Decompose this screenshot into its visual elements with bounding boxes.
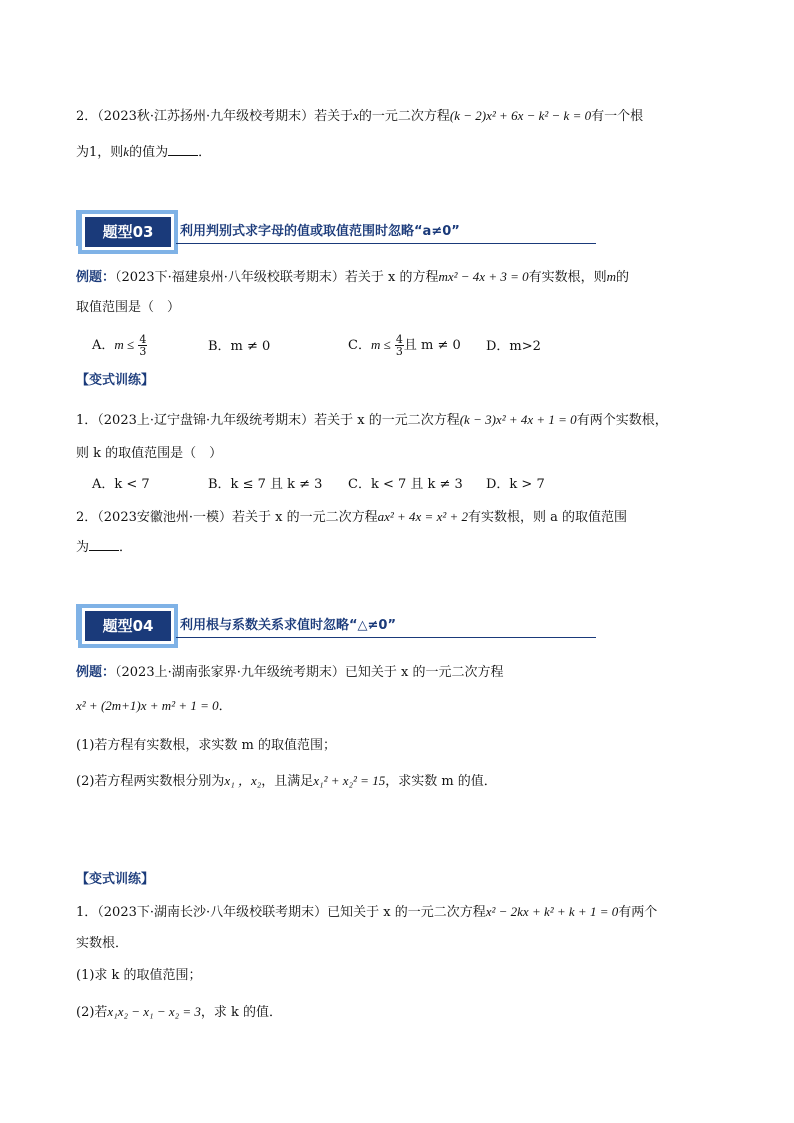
equation: (k − 2)x² + 6x − k² − k = 0 [449, 108, 592, 123]
variant-03-q2-line-1 [76, 508, 627, 527]
option-text: m ≤ [114, 337, 135, 352]
question-text: (2)若 [76, 1005, 108, 1020]
option-label: A． [92, 338, 115, 353]
fraction [395, 334, 404, 357]
variant-heading: 【变式训练】 [76, 373, 155, 388]
equation: x² − 2kx + k² + k + 1 = 0 [485, 904, 619, 919]
example-04-equation-line [76, 697, 232, 716]
fraction-numerator: 4 [395, 333, 403, 346]
option-b[interactable]: B．m ≠ 0 [208, 339, 271, 354]
question-text: 为 [76, 540, 90, 555]
question-2-line-1 [76, 107, 643, 126]
example-text: 的 [616, 270, 630, 285]
equation: ax² + 4x = x² + 2 [377, 509, 469, 524]
option-a[interactable] [92, 334, 147, 357]
question-text: 有两个 [618, 905, 658, 920]
example-text: （2023下·福建泉州·八年级校联考期末）若关于 x 的方程 [115, 270, 439, 285]
variant-03-q2-line-2 [76, 538, 132, 557]
variant-04-q1-line-2: 实数根． [76, 936, 129, 951]
question-text: 的一元二次方程 [358, 109, 450, 124]
section-header-03 [76, 210, 596, 250]
variable-m: m [606, 269, 617, 284]
example-text: ． [218, 699, 232, 714]
example-label: 例题： [76, 665, 116, 680]
fraction-denominator: 3 [139, 345, 147, 358]
question-text: 有一个根 [591, 109, 644, 124]
variable-x: x [353, 108, 359, 123]
section-header-04 [76, 604, 596, 644]
question-2-line-2 [76, 143, 211, 162]
equation: x² + (2m+1)x + m² + 1 = 0 [76, 698, 219, 713]
example-text: 有实数根，则 [528, 270, 607, 285]
question-text: 1．（2023上·辽宁盘锦·九年级统考期末）若关于 x 的一元二次方程 [76, 413, 460, 428]
fraction-denominator: 3 [395, 345, 403, 358]
option-text: 且 m ≠ 0 [403, 338, 461, 353]
section-badge: 题型03 [82, 214, 174, 250]
variant-04-q1-line-1 [76, 903, 657, 922]
option-text: m ≤ [370, 337, 391, 352]
option-c[interactable]: C．k < 7 且 k ≠ 3 [348, 477, 463, 492]
example-03-line-1 [76, 268, 629, 287]
section-title: 利用判别式求字母的值或取值范围时忽略“a≠0” [180, 224, 460, 239]
option-label: C． [348, 338, 371, 353]
variant-03-q1-line-1 [76, 411, 668, 430]
roots: x₁ ，x₂ [224, 773, 262, 788]
example-text: ，求实数 m 的值． [385, 774, 497, 789]
option-d[interactable]: D．k > 7 [486, 477, 545, 492]
example-03-line-2: 取值范围是（ ） [76, 300, 181, 315]
answer-blank[interactable] [168, 143, 198, 156]
option-b[interactable]: B．k ≤ 7 且 k ≠ 3 [208, 477, 323, 492]
variant-04-part-1: (1)求 k 的取值范围； [76, 968, 202, 983]
question-text: ． [119, 540, 133, 555]
question-text: 1．（2023下·湖南长沙·八年级校联考期末）已知关于 x 的一元二次方程 [76, 905, 486, 920]
example-text: （2023上·湖南张家界·九年级统考期末）已知关于 x 的一元二次方程 [115, 665, 504, 680]
example-text: ，且满足 [261, 774, 314, 789]
fraction-numerator: 4 [139, 333, 147, 346]
option-a[interactable]: A．k < 7 [92, 477, 150, 492]
fraction [138, 334, 147, 357]
header-underline [176, 243, 596, 244]
example-04-part-2 [76, 772, 497, 791]
section-title: 利用根与系数关系求值时忽略“△≠0” [180, 618, 397, 633]
variant-03-q1-line-2: 则 k 的取值范围是（ ） [76, 446, 223, 461]
variable-k: k [123, 144, 130, 159]
header-underline [176, 637, 596, 638]
question-text: 为1，则 [76, 145, 124, 160]
question-text: 2．（2023安徽池州·一模）若关于 x 的一元二次方程 [76, 510, 378, 525]
equation: (k − 3)x² + 4x + 1 = 0 [459, 412, 577, 427]
option-d[interactable]: D．m>2 [486, 339, 541, 354]
example-text: (2)若方程两实数根分别为 [76, 774, 225, 789]
question-text: 的值为 [129, 145, 169, 160]
condition-equation: x₁x₂ − x₁ − x₂ = 3 [107, 1004, 201, 1019]
question-text: 2．（2023秋·江苏扬州·九年级校考期末）若关于 [76, 109, 354, 124]
example-04-line-1 [76, 664, 503, 682]
equation: mx² − 4x + 3 = 0 [438, 269, 529, 284]
answer-blank[interactable] [89, 538, 119, 551]
condition-equation: x₁² + x₂² = 15 [313, 773, 386, 788]
question-text: 有两个实数根， [576, 413, 668, 428]
variant-heading: 【变式训练】 [76, 872, 155, 887]
question-text: 有实数根，则 a 的取值范围 [468, 510, 628, 525]
example-04-part-1: (1)若方程有实数根，求实数 m 的取值范围； [76, 738, 337, 753]
question-text: ． [198, 145, 212, 160]
question-text: ，求 k 的值． [200, 1005, 283, 1020]
example-label: 例题： [76, 270, 116, 285]
variant-04-part-2 [76, 1003, 282, 1022]
section-badge: 题型04 [82, 608, 174, 644]
option-c[interactable] [348, 334, 461, 357]
